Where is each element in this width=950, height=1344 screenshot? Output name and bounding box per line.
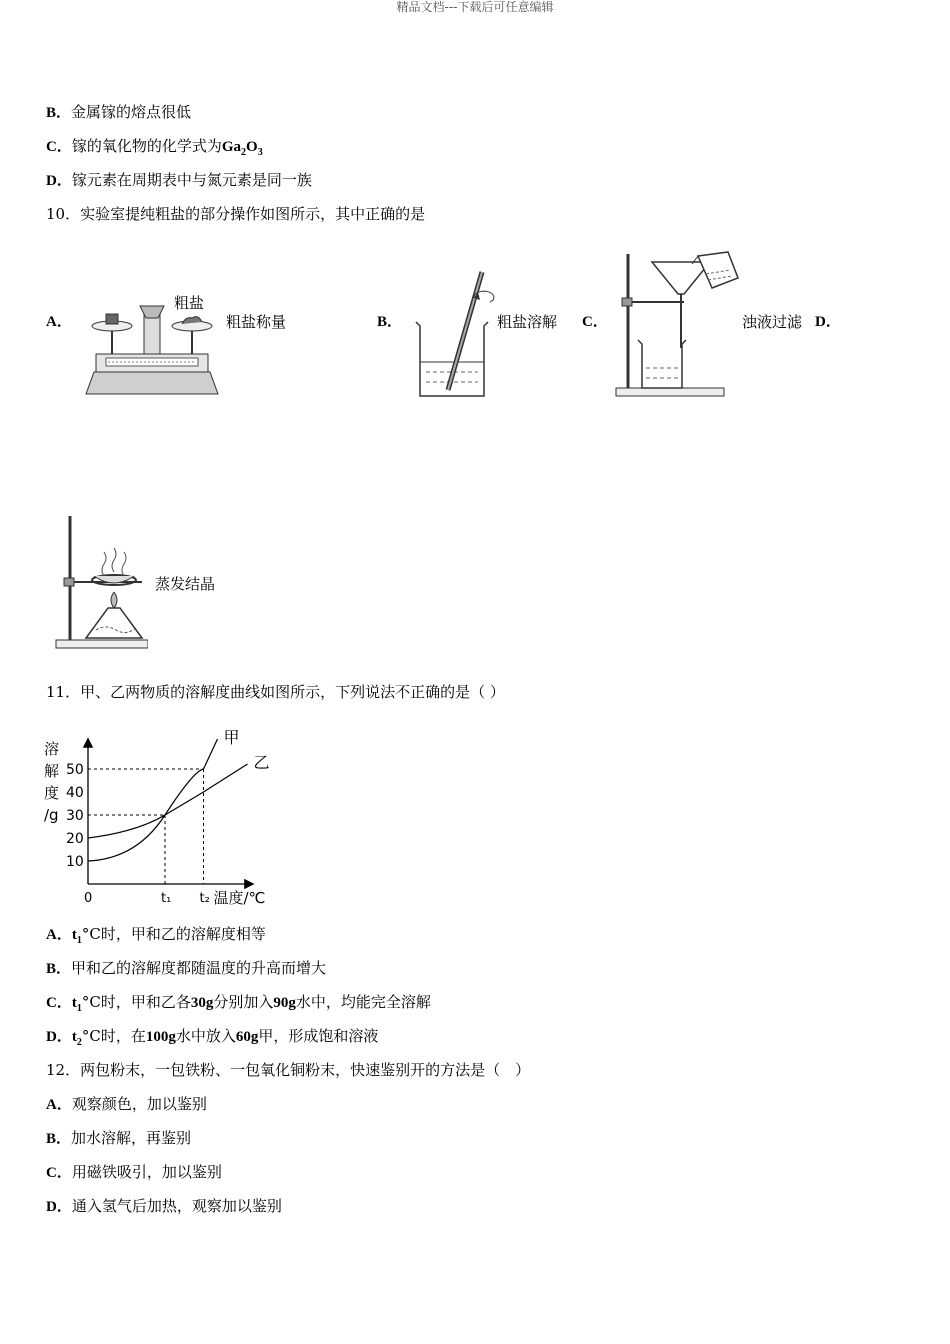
chart-y-ticks [66, 762, 84, 870]
q12-option-d [46, 1196, 282, 1217]
q11-option-a-text: °C时，甲和乙的溶解度相等 [81, 925, 266, 943]
q9-formula-sub-2: 2 [241, 147, 247, 158]
q11-stem: 11．甲、乙两物质的溶解度曲线如图所示，下列说法不正确的是（ ） [46, 683, 505, 701]
chart-xlabel: 温度/℃ [213, 889, 266, 907]
q11-option-a-tsub: 1 [76, 935, 82, 946]
q9-option-d-text: 镓元素在周期表中与氮元素是同一族 [71, 171, 312, 189]
q11-option-c-label: C． [46, 995, 72, 1011]
chart-ylabel-char: 溶 [44, 740, 60, 758]
q10-option-b-caption: 粗盐溶解 [497, 313, 558, 331]
q9-option-b-text: 金属镓的熔点很低 [71, 103, 192, 121]
q11-option-c-text3: 水中，均能完全溶解 [295, 993, 431, 1011]
q9-option-c [46, 136, 263, 163]
q11-option-d-tsub: 2 [76, 1037, 82, 1048]
chart-x-tick-label: t₂ [199, 891, 210, 906]
q12-option-a-text: 观察颜色，加以鉴别 [71, 1095, 207, 1113]
chart-y-tick-label: 10 [66, 854, 84, 870]
chart-y-tick-label: 50 [66, 762, 84, 778]
q11-option-a-label: A． [46, 927, 72, 943]
q12-option-d-text: 通入氢气后加热，观察加以鉴别 [71, 1197, 282, 1215]
chart-ylabel-char: 解 [44, 762, 60, 780]
page-header: 精品文档---下载后可任意编辑 [396, 0, 554, 14]
chart-y-tick-label: 40 [66, 785, 84, 801]
chart-y-tick-label: 30 [66, 808, 84, 824]
q11-option-a-t: t [71, 927, 77, 943]
q9-formula-o: O [246, 139, 258, 155]
q11-option-c-text2: 分别加入 [213, 993, 274, 1011]
q11-option-d-t: t [71, 1029, 77, 1045]
q10-option-b-label: B． [377, 314, 403, 330]
q11-option-c-tsub: 1 [76, 1003, 82, 1014]
q11-option-a [46, 924, 266, 951]
filter-figure [612, 248, 744, 400]
q12-option-c-label: C． [46, 1165, 72, 1181]
dissolve-figure [412, 266, 500, 400]
q9-option-d [46, 170, 312, 191]
series-0-line [88, 739, 218, 861]
q10-option-d-caption: 蒸发结晶 [155, 575, 216, 593]
q10-option-a-label: A． [46, 314, 72, 330]
balance-salt-label: 粗盐 [174, 294, 205, 312]
chart-x-tick-label: 0 [84, 891, 93, 906]
q12-option-b-text: 加水溶解，再鉴别 [71, 1129, 192, 1147]
q11-option-d-v2: 60g [235, 1029, 259, 1045]
q9-option-c-label: C． [46, 139, 72, 155]
evaporate-figure [52, 512, 148, 652]
q10-option-d-label: D． [815, 314, 841, 330]
q11-option-d [46, 1026, 378, 1053]
series-1-label: 乙 [253, 753, 270, 772]
q11-option-d-text1: °C时，在 [81, 1027, 146, 1045]
q11-option-b-text: 甲和乙的溶解度都随温度的升高而增大 [71, 959, 327, 977]
q9-option-b [46, 102, 191, 123]
q10-stem: 10．实验室提纯粗盐的部分操作如图所示，其中正确的是 [46, 205, 426, 223]
q11-option-d-label: D． [46, 1029, 72, 1045]
q9-option-c-text: 镓的氧化物的化学式为 [71, 137, 222, 155]
solubility-chart [40, 718, 270, 910]
q11-option-c-v2: 90g [273, 995, 296, 1011]
q10-option-a-caption: 粗盐称量 [226, 313, 287, 331]
q9-formula-sub-3: 3 [257, 147, 263, 158]
q11-option-d-text3: 甲，形成饱和溶液 [258, 1027, 379, 1045]
q11-option-b-label: B． [46, 961, 72, 977]
chart-ylabel [44, 740, 59, 824]
q12-option-a [46, 1094, 207, 1115]
chart-y-tick-label: 20 [66, 831, 84, 847]
q11-option-d-v1: 100g [145, 1029, 176, 1045]
q12-option-c [46, 1162, 222, 1183]
q12-option-a-label: A． [46, 1097, 72, 1113]
q11-option-c [46, 992, 431, 1019]
q12-option-c-text: 用磁铁吸引，加以鉴别 [71, 1163, 222, 1181]
q9-option-b-label: B． [46, 105, 72, 121]
chart-x-tick-label: t₁ [161, 891, 172, 906]
q12-stem: 12．两包粉末，一包铁粉、一包氧化铜粉末，快速鉴别开的方法是（ ） [46, 1061, 531, 1079]
q12-option-d-label: D． [46, 1199, 72, 1215]
q12-option-b [46, 1128, 191, 1149]
chart-ylabel-char: /g [44, 806, 59, 824]
q11-option-c-text1: °C时，甲和乙各 [81, 993, 191, 1011]
balance-figure [82, 288, 222, 398]
q12-option-b-label: B． [46, 1131, 72, 1147]
q10-option-c-label: C． [582, 314, 608, 330]
chart-ylabel-char: 度 [44, 784, 60, 802]
q11-option-c-v1: 30g [190, 995, 214, 1011]
q10-option-c-caption: 浊液过滤 [742, 313, 803, 331]
q11-option-b [46, 958, 326, 979]
series-1-line [88, 764, 248, 838]
series-0-label: 甲 [223, 728, 240, 747]
q11-option-d-text2: 水中放入 [175, 1027, 236, 1045]
chart-guide-lines [88, 769, 204, 884]
chart-series [88, 728, 270, 861]
q9-formula-ga: Ga [221, 139, 242, 155]
chart-x-ticks [84, 889, 265, 907]
q11-option-c-t: t [71, 995, 77, 1011]
q9-option-d-label: D． [46, 173, 72, 189]
